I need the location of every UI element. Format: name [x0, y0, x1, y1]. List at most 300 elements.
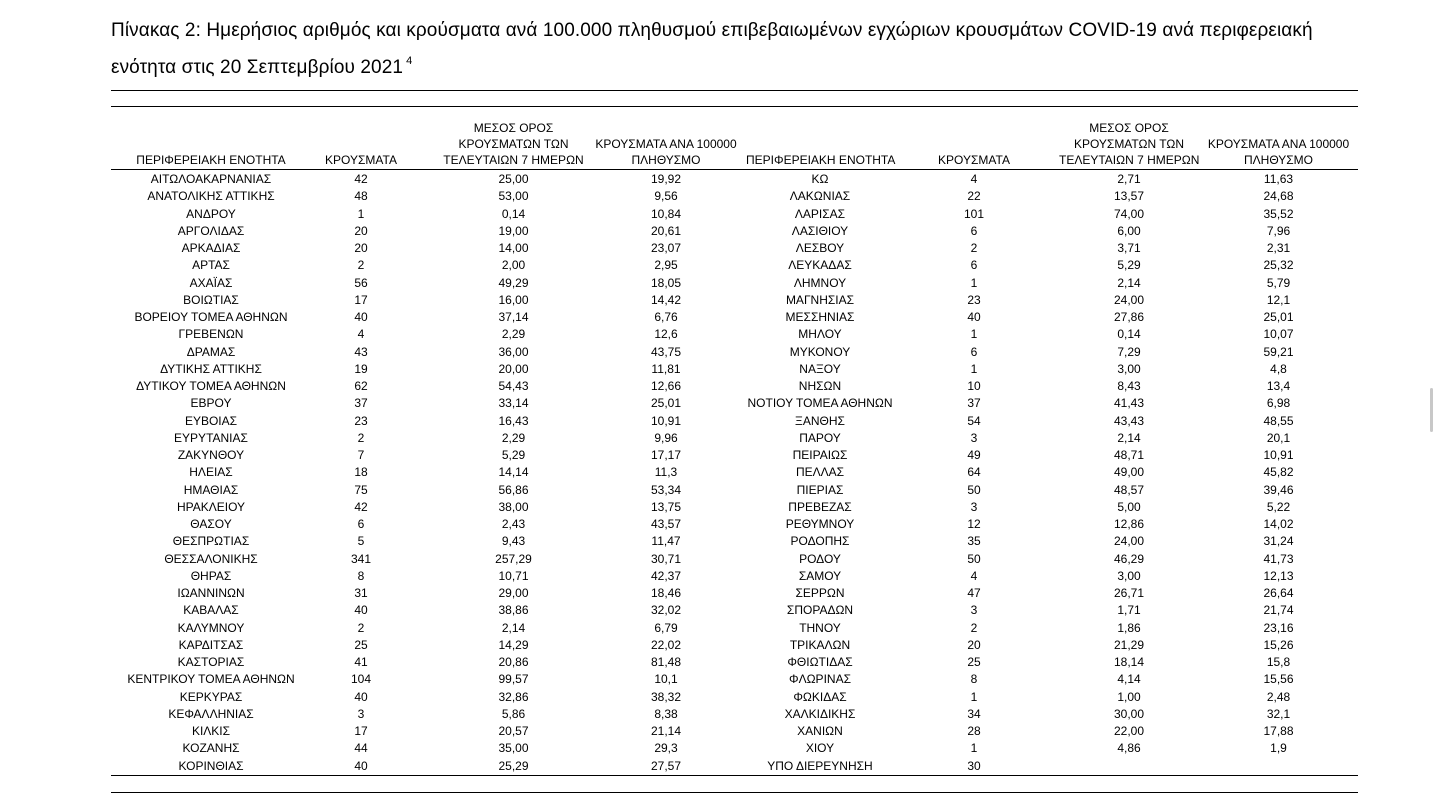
cases-cell: 54 [967, 413, 981, 428]
region-cell: ΚΕΦΑΛΛΗΝΙΑΣ [168, 706, 254, 721]
avg7-cell: 14,14 [498, 465, 529, 480]
per100k-cell: 19,92 [650, 172, 682, 186]
avg7-cell: 1,86 [1117, 620, 1141, 635]
per100k-cell: 12,1 [1266, 292, 1291, 307]
region-cell: ΚΟΖΑΝΗΣ [182, 741, 240, 756]
avg7-cell: 10,71 [498, 568, 529, 583]
per100k-cell: 24,68 [1263, 189, 1294, 204]
header-cases-right: ΚΡΟΥΣΜΑΤΑ [938, 153, 1010, 167]
per100k-cell: 42,37 [650, 568, 682, 583]
header-avg-right: ΜΕΣΟΣ ΟΡΟΣ ΚΡΟΥΣΜΑΤΩΝ ΤΩΝ ΤΕΛΕΥΤΑΙΩΝ 7 ΗΜΕΡΩΝ [1059, 121, 1200, 167]
avg7-cell: 16,00 [498, 292, 529, 307]
region-cell: ΣΕΡΡΩΝ [795, 586, 845, 600]
per100k-cell: 13,4 [1266, 379, 1291, 393]
avg7-cell: 22,00 [1113, 724, 1145, 738]
table-row [111, 257, 1358, 274]
table-row [111, 671, 1358, 688]
region-cell: ΙΩΑΝΝΙΝΩΝ [177, 586, 245, 600]
cases-cell: 43 [354, 344, 368, 359]
region-cell: ΘΕΣΠΡΩΤΙΑΣ [172, 534, 250, 549]
avg7-cell: 6,00 [1117, 223, 1141, 238]
avg7-cell: 0,14 [501, 206, 526, 221]
region-cell: ΓΡΕΒΕΝΩΝ [178, 327, 244, 342]
per100k-cell: 18,46 [650, 586, 682, 600]
per100k-cell: 45,82 [1263, 465, 1294, 480]
avg7-cell: 2,14 [1117, 430, 1141, 445]
region-cell: ΛΗΜΝΟΥ [793, 275, 847, 290]
per100k-cell: 10,84 [650, 206, 682, 221]
avg7-cell: 38,00 [498, 499, 529, 514]
region-cell: ΑΝΑΤΟΛΙΚΗΣ ΑΤΤΙΚΗΣ [147, 189, 275, 204]
region-cell: ΦΛΩΡΙΝΑΣ [789, 672, 851, 687]
cases-cell: 1 [970, 275, 978, 290]
region-cell: ΠΑΡΟΥ [799, 430, 841, 445]
per100k-cell: 9,56 [654, 189, 678, 204]
cases-cell: 40 [354, 310, 368, 324]
region-cell: ΛΕΥΚΑΔΑΣ [788, 258, 852, 273]
cases-cell: 2 [357, 430, 365, 445]
cases-cell: 6 [970, 344, 978, 359]
per100k-cell: 12,13 [1263, 568, 1294, 583]
cases-cell: 50 [967, 551, 981, 566]
cases-cell: 101 [963, 206, 985, 221]
avg7-cell: 33,14 [498, 396, 529, 411]
cases-cell: 25 [354, 637, 368, 652]
avg7-cell: 48,71 [1113, 448, 1145, 462]
table-row [111, 395, 1358, 412]
avg7-cell: 20,86 [498, 655, 529, 669]
avg7-cell: 7,29 [1117, 344, 1141, 359]
per100k-cell: 22,02 [650, 637, 682, 652]
cases-cell: 44 [354, 741, 368, 756]
page-title [111, 16, 1361, 83]
avg7-cell: 56,86 [498, 482, 529, 497]
cases-cell: 3 [357, 706, 365, 721]
per100k-cell: 20,61 [650, 223, 682, 238]
avg7-cell: 26,71 [1113, 586, 1145, 600]
cases-cell: 20 [354, 223, 368, 238]
region-cell: ΛΕΣΒΟΥ [795, 241, 845, 255]
cases-cell: 31 [354, 586, 368, 600]
region-cell: ΤΡΙΚΑΛΩΝ [789, 637, 851, 652]
table-row [111, 551, 1358, 568]
per100k-cell: 21,14 [650, 724, 682, 738]
region-cell: ΧΑΛΚΙΔΙΚΗΣ [784, 706, 856, 721]
table-row [111, 533, 1358, 550]
table-row [111, 654, 1358, 671]
cases-cell: 18 [354, 465, 368, 480]
per100k-cell: 26,64 [1263, 586, 1294, 600]
table-row [111, 723, 1358, 740]
per100k-cell: 38,32 [650, 689, 682, 704]
avg7-cell: 38,86 [498, 603, 529, 618]
per100k-cell: 6,76 [654, 310, 678, 324]
cases-cell: 48 [354, 189, 368, 204]
table-row [111, 309, 1358, 326]
per100k-cell: 43,75 [650, 344, 682, 359]
cases-cell: 40 [354, 758, 368, 773]
region-cell: ΔΥΤΙΚΟΥ ΤΟΜΕΑ ΑΘΗΝΩΝ [136, 379, 286, 393]
cases-cell: 2 [357, 258, 365, 273]
per100k-cell: 10,1 [654, 672, 678, 687]
header-per100k-left: ΚΡΟΥΣΜΑΤΑ ΑΝΑ 100000 ΠΛΗΘΥΣΜΟ [595, 137, 737, 167]
region-cell: ΡΟΔΟΠΗΣ [790, 534, 850, 549]
per100k-cell: 11,81 [651, 361, 681, 376]
region-cell: ΧΙΟΥ [805, 741, 835, 756]
region-cell: ΡΕΘΥΜΝΟΥ [785, 517, 855, 531]
region-cell: ΗΛΕΙΑΣ [189, 465, 233, 480]
avg7-cell: 257,29 [495, 551, 532, 566]
region-cell: ΑΡΤΑΣ [192, 258, 230, 273]
avg7-cell: 0,14 [1117, 327, 1141, 342]
region-cell: ΣΑΜΟΥ [798, 568, 842, 583]
cases-cell: 34 [967, 706, 981, 721]
cases-cell: 3 [970, 603, 978, 618]
per100k-cell: 8,38 [654, 706, 678, 721]
avg7-cell: 32,86 [498, 689, 529, 704]
region-cell: ΚΑΣΤΟΡΙΑΣ [177, 655, 245, 669]
region-cell: ΜΕΣΣΗΝΙΑΣ [785, 310, 855, 324]
region-cell: ΝΗΣΩΝ [798, 379, 842, 393]
avg7-cell: 25,00 [498, 172, 529, 186]
per100k-cell: 39,46 [1263, 482, 1294, 497]
table-row [111, 602, 1358, 619]
bottom-rule-2 [111, 792, 1358, 793]
avg7-cell: 1,00 [1117, 689, 1141, 704]
per100k-cell: 5,79 [1266, 275, 1291, 290]
per100k-cell: 7,96 [1266, 223, 1291, 238]
avg7-cell: 99,57 [498, 672, 529, 687]
per100k-cell: 25,32 [1263, 258, 1294, 273]
avg7-cell: 24,00 [1113, 292, 1145, 307]
cases-cell: 62 [354, 379, 368, 393]
avg7-cell: 41,43 [1113, 396, 1145, 411]
cases-cell: 6 [357, 517, 365, 531]
per100k-cell: 14,42 [650, 292, 682, 307]
per100k-cell: 15,26 [1263, 637, 1294, 652]
table-row [111, 223, 1358, 240]
cases-cell: 56 [354, 275, 368, 290]
cases-cell: 6 [970, 223, 978, 238]
avg7-cell: 2,29 [501, 327, 526, 342]
table-row [111, 758, 1358, 775]
cases-cell: 7 [357, 448, 365, 462]
region-cell: ΧΑΝΙΩΝ [797, 724, 843, 738]
table-row [111, 499, 1358, 516]
avg7-cell: 49,00 [1113, 465, 1145, 480]
per100k-cell: 10,91 [650, 413, 682, 428]
avg7-cell: 25,29 [498, 758, 529, 773]
cases-cell: 10 [967, 379, 981, 393]
table-header [111, 120, 1358, 169]
cases-cell: 42 [354, 499, 368, 514]
per100k-cell: 53,34 [650, 482, 682, 497]
per100k-cell: 2,48 [1266, 689, 1291, 704]
region-cell: ΚΙΛΚΙΣ [191, 724, 231, 738]
per100k-cell: 12,66 [650, 379, 682, 393]
per100k-cell: 43,57 [650, 517, 682, 531]
per100k-cell: 13,75 [650, 499, 682, 514]
table-row [111, 292, 1358, 309]
per100k-cell: 32,02 [650, 603, 682, 618]
cases-cell: 4 [970, 568, 978, 583]
per100k-cell: 20,1 [1266, 430, 1291, 445]
region-cell: ΚΩ [811, 172, 829, 186]
region-cell: ΗΜΑΘΙΑΣ [183, 482, 239, 497]
title-text: Πίνακας 2: Ημερήσιος αριθμός και κρούσματα ανά 100.000 πληθυσμού επιβεβαιωμένων εγχώριων κρουσμάτων COVID-19 ανά περιφερειακή ενότητα στις 20 Σεπτεμβρίου 2021 [111, 20, 1313, 78]
per100k-cell: 2,95 [654, 258, 678, 273]
cases-cell: 17 [354, 724, 368, 738]
table-row [111, 516, 1358, 533]
table-row [111, 361, 1358, 378]
table-row [111, 689, 1358, 706]
cases-cell: 35 [967, 534, 981, 549]
region-cell: ΒΟΡΕΙΟΥ ΤΟΜΕΑ ΑΘΗΝΩΝ [134, 310, 288, 324]
cases-cell: 3 [970, 499, 978, 514]
table-row [111, 413, 1358, 430]
per100k-cell: 17,88 [1263, 724, 1294, 738]
avg7-cell: 8,43 [1117, 379, 1141, 393]
region-cell: ΚΕΝΤΡΙΚΟΥ ΤΟΜΕΑ ΑΘΗΝΩΝ [127, 672, 295, 687]
table-body [111, 171, 1358, 775]
table-row [111, 188, 1358, 205]
region-cell: ΜΑΓΝΗΣΙΑΣ [785, 292, 855, 307]
cases-cell: 1 [970, 361, 978, 376]
cases-cell: 28 [967, 724, 981, 738]
per100k-cell: 41,73 [1263, 551, 1294, 566]
avg7-cell: 2,00 [501, 258, 526, 273]
table-row [111, 171, 1358, 188]
avg7-cell: 2,14 [1117, 275, 1141, 290]
avg7-cell: 5,86 [501, 706, 526, 721]
per100k-cell: 18,05 [650, 275, 682, 290]
region-cell: ΔΥΤΙΚΗΣ ΑΤΤΙΚΗΣ [160, 361, 262, 376]
cases-cell: 8 [970, 672, 978, 687]
per100k-cell: 6,98 [1266, 396, 1291, 411]
table-row [111, 344, 1358, 361]
region-cell: ΗΡΑΚΛΕΙΟΥ [176, 499, 246, 514]
cases-cell: 1 [357, 206, 365, 221]
bottom-rule-1 [111, 775, 1358, 776]
per100k-cell: 21,74 [1263, 603, 1294, 618]
top-rule-1 [111, 90, 1358, 91]
table-row [111, 447, 1358, 464]
cases-cell: 37 [967, 396, 981, 411]
header-rule [111, 169, 1358, 170]
avg7-cell: 30,00 [1113, 706, 1145, 721]
region-cell: ΘΑΣΟΥ [190, 517, 232, 531]
avg7-cell: 46,29 [1113, 551, 1145, 566]
region-cell: ΑΙΤΩΛΟΑΚΑΡΝΑΝΙΑΣ [150, 172, 272, 186]
per100k-cell: 23,16 [1263, 620, 1294, 635]
region-cell: ΛΑΣΙΘΙΟΥ [791, 223, 849, 238]
cases-cell: 4 [970, 172, 978, 186]
avg7-cell: 19,00 [498, 223, 529, 238]
per100k-cell: 29,3 [654, 741, 678, 756]
avg7-cell: 3,00 [1117, 568, 1141, 583]
table-row [111, 637, 1358, 654]
region-cell: ΘΕΣΣΑΛΟΝΙΚΗΣ [164, 551, 258, 566]
avg7-cell: 5,29 [1117, 258, 1141, 273]
table-row [111, 275, 1358, 292]
cases-cell: 23 [967, 292, 981, 307]
per100k-cell: 17,17 [650, 448, 682, 462]
region-cell: ΠΕΛΛΑΣ [795, 465, 845, 480]
avg7-cell: 21,29 [1113, 637, 1145, 652]
avg7-cell: 29,00 [498, 586, 529, 600]
cases-cell: 8 [357, 568, 365, 583]
avg7-cell: 18,14 [1113, 655, 1145, 669]
region-cell: ΔΡΑΜΑΣ [186, 344, 236, 359]
avg7-cell: 4,86 [1117, 741, 1141, 756]
cases-cell: 40 [354, 689, 368, 704]
avg7-cell: 36,00 [498, 344, 529, 359]
region-cell: ΦΩΚΙΔΑΣ [793, 689, 847, 704]
header-region-right: ΠΕΡΙΦΕΡΕΙΑΚΗ ΕΝΟΤΗΤΑ [746, 153, 896, 167]
cases-cell: 49 [967, 448, 981, 462]
region-cell: ΚΑΡΔΙΤΣΑΣ [178, 637, 244, 652]
region-cell: ΤΗΝΟΥ [799, 620, 841, 635]
region-cell: ΘΗΡΑΣ [190, 568, 232, 583]
table-row [111, 378, 1358, 395]
cases-cell: 17 [354, 292, 368, 307]
per100k-cell: 48,55 [1263, 413, 1294, 428]
avg7-cell: 2,71 [1117, 172, 1141, 186]
cases-cell: 30 [967, 758, 981, 773]
per100k-cell: 15,56 [1263, 672, 1294, 687]
avg7-cell: 43,43 [1113, 413, 1145, 428]
cases-cell: 2 [970, 241, 978, 255]
header-cases-left: ΚΡΟΥΣΜΑΤΑ [325, 153, 397, 167]
avg7-cell: 2,29 [501, 430, 526, 445]
table-row [111, 585, 1358, 602]
region-cell: ΚΑΒΑΛΑΣ [183, 603, 239, 618]
region-cell: ΚΕΡΚΥΡΑΣ [179, 689, 243, 704]
cases-cell: 75 [354, 482, 368, 497]
table-row [111, 568, 1358, 585]
table-row [111, 620, 1358, 637]
per100k-cell: 14,02 [1263, 517, 1294, 531]
per100k-cell: 59,21 [1263, 344, 1294, 359]
avg7-cell: 4,14 [1117, 672, 1141, 687]
per100k-cell: 10,91 [1263, 448, 1294, 462]
per100k-cell: 9,96 [654, 430, 678, 445]
cases-cell: 40 [354, 603, 368, 618]
avg7-cell: 16,43 [498, 413, 529, 428]
top-rule-2 [111, 106, 1358, 107]
avg7-cell: 3,71 [1117, 241, 1141, 255]
avg7-cell: 24,00 [1113, 534, 1145, 549]
cases-cell: 37 [354, 396, 368, 411]
avg7-cell: 3,00 [1117, 361, 1141, 376]
table-row [111, 706, 1358, 723]
cases-cell: 104 [350, 672, 372, 687]
per100k-cell: 11,47 [651, 534, 681, 549]
per100k-cell: 5,22 [1266, 499, 1291, 514]
region-cell: ΕΒΡΟΥ [190, 396, 232, 411]
per100k-cell: 23,07 [650, 241, 682, 255]
table-row [111, 240, 1358, 257]
per100k-cell: 81,48 [650, 655, 682, 669]
header-per100k-right: ΚΡΟΥΣΜΑΤΑ ΑΝΑ 100000 ΠΛΗΘΥΣΜΟ [1207, 137, 1350, 167]
avg7-cell: 74,00 [1113, 206, 1145, 221]
avg7-cell: 12,86 [1113, 517, 1145, 531]
header-avg-left: ΜΕΣΟΣ ΟΡΟΣ ΚΡΟΥΣΜΑΤΩΝ ΤΩΝ ΤΕΛΕΥΤΑΙΩΝ 7 ΗΜΕΡΩΝ [443, 121, 584, 167]
region-cell: ΜΥΚΟΝΟΥ [789, 344, 851, 359]
region-cell: ΑΡΓΟΛΙΔΑΣ [177, 223, 245, 238]
region-cell: ΞΑΝΘΗΣ [795, 413, 845, 428]
table-row [111, 206, 1358, 223]
avg7-cell: 35,00 [498, 741, 529, 756]
per100k-cell: 12,6 [654, 327, 678, 342]
avg7-cell: 54,43 [498, 379, 529, 393]
avg7-cell: 49,29 [498, 275, 529, 290]
avg7-cell: 5,00 [1117, 499, 1141, 514]
header-region-left: ΠΕΡΙΦΕΡΕΙΑΚΗ ΕΝΟΤΗΤΑ [136, 153, 286, 167]
table-row [111, 464, 1358, 481]
cases-cell: 1 [970, 741, 978, 756]
table-row [111, 430, 1358, 447]
region-cell: ΕΥΡΥΤΑΝΙΑΣ [174, 430, 248, 445]
region-cell: ΑΧΑΪΑΣ [189, 275, 233, 290]
cases-cell: 5 [357, 534, 365, 549]
region-cell: ΡΟΔΟΥ [799, 551, 841, 566]
region-cell: ΛΑΡΙΣΑΣ [794, 206, 846, 221]
cases-cell: 25 [967, 655, 981, 669]
per100k-cell: 1,9 [1270, 741, 1287, 756]
cases-cell: 64 [967, 465, 981, 480]
per100k-cell: 25,01 [1263, 310, 1294, 324]
cases-cell: 50 [967, 482, 981, 497]
cases-cell: 3 [970, 430, 978, 445]
avg7-cell: 9,43 [501, 534, 526, 549]
cases-cell: 20 [354, 241, 368, 255]
table-row [111, 482, 1358, 499]
per100k-cell: 10,07 [1263, 327, 1294, 342]
avg7-cell: 13,57 [1113, 189, 1145, 204]
per100k-cell: 2,31 [1266, 241, 1291, 255]
per100k-cell: 27,57 [650, 758, 682, 773]
per100k-cell: 11,3 [654, 465, 678, 480]
region-cell: ΛΑΚΩΝΙΑΣ [789, 189, 851, 204]
cases-cell: 341 [350, 551, 372, 566]
cases-cell: 12 [967, 517, 981, 531]
cases-cell: 19 [354, 361, 368, 376]
per100k-cell: 11,63 [1263, 172, 1294, 186]
cases-cell: 1 [970, 689, 978, 704]
per100k-cell: 4,8 [1270, 361, 1287, 376]
avg7-cell: 48,57 [1113, 482, 1145, 497]
cases-cell: 40 [967, 310, 981, 324]
cases-cell: 2 [357, 620, 365, 635]
table-row [111, 740, 1358, 757]
region-cell: ΕΥΒΟΙΑΣ [184, 413, 238, 428]
region-cell: ΠΕΙΡΑΙΩΣ [792, 448, 848, 462]
avg7-cell: 27,86 [1113, 310, 1145, 324]
cases-cell: 6 [970, 258, 978, 273]
region-cell: ΠΙΕΡΙΑΣ [796, 482, 844, 497]
per100k-cell: 15,8 [1266, 655, 1291, 669]
title-footnote: 4 [406, 55, 413, 67]
cases-cell: 23 [354, 413, 368, 428]
cases-cell: 41 [354, 655, 368, 669]
region-cell: ΚΑΛΥΜΝΟΥ [177, 620, 245, 635]
region-cell: ΥΠΟ ΔΙΕΡΕΥΝΗΣΗ [767, 758, 873, 773]
region-cell: ΦΘΙΩΤΙΔΑΣ [787, 655, 853, 669]
avg7-cell: 14,29 [498, 637, 529, 652]
cases-cell: 20 [967, 637, 981, 652]
region-cell: ΖΑΚΥΝΘΟΥ [177, 448, 245, 462]
